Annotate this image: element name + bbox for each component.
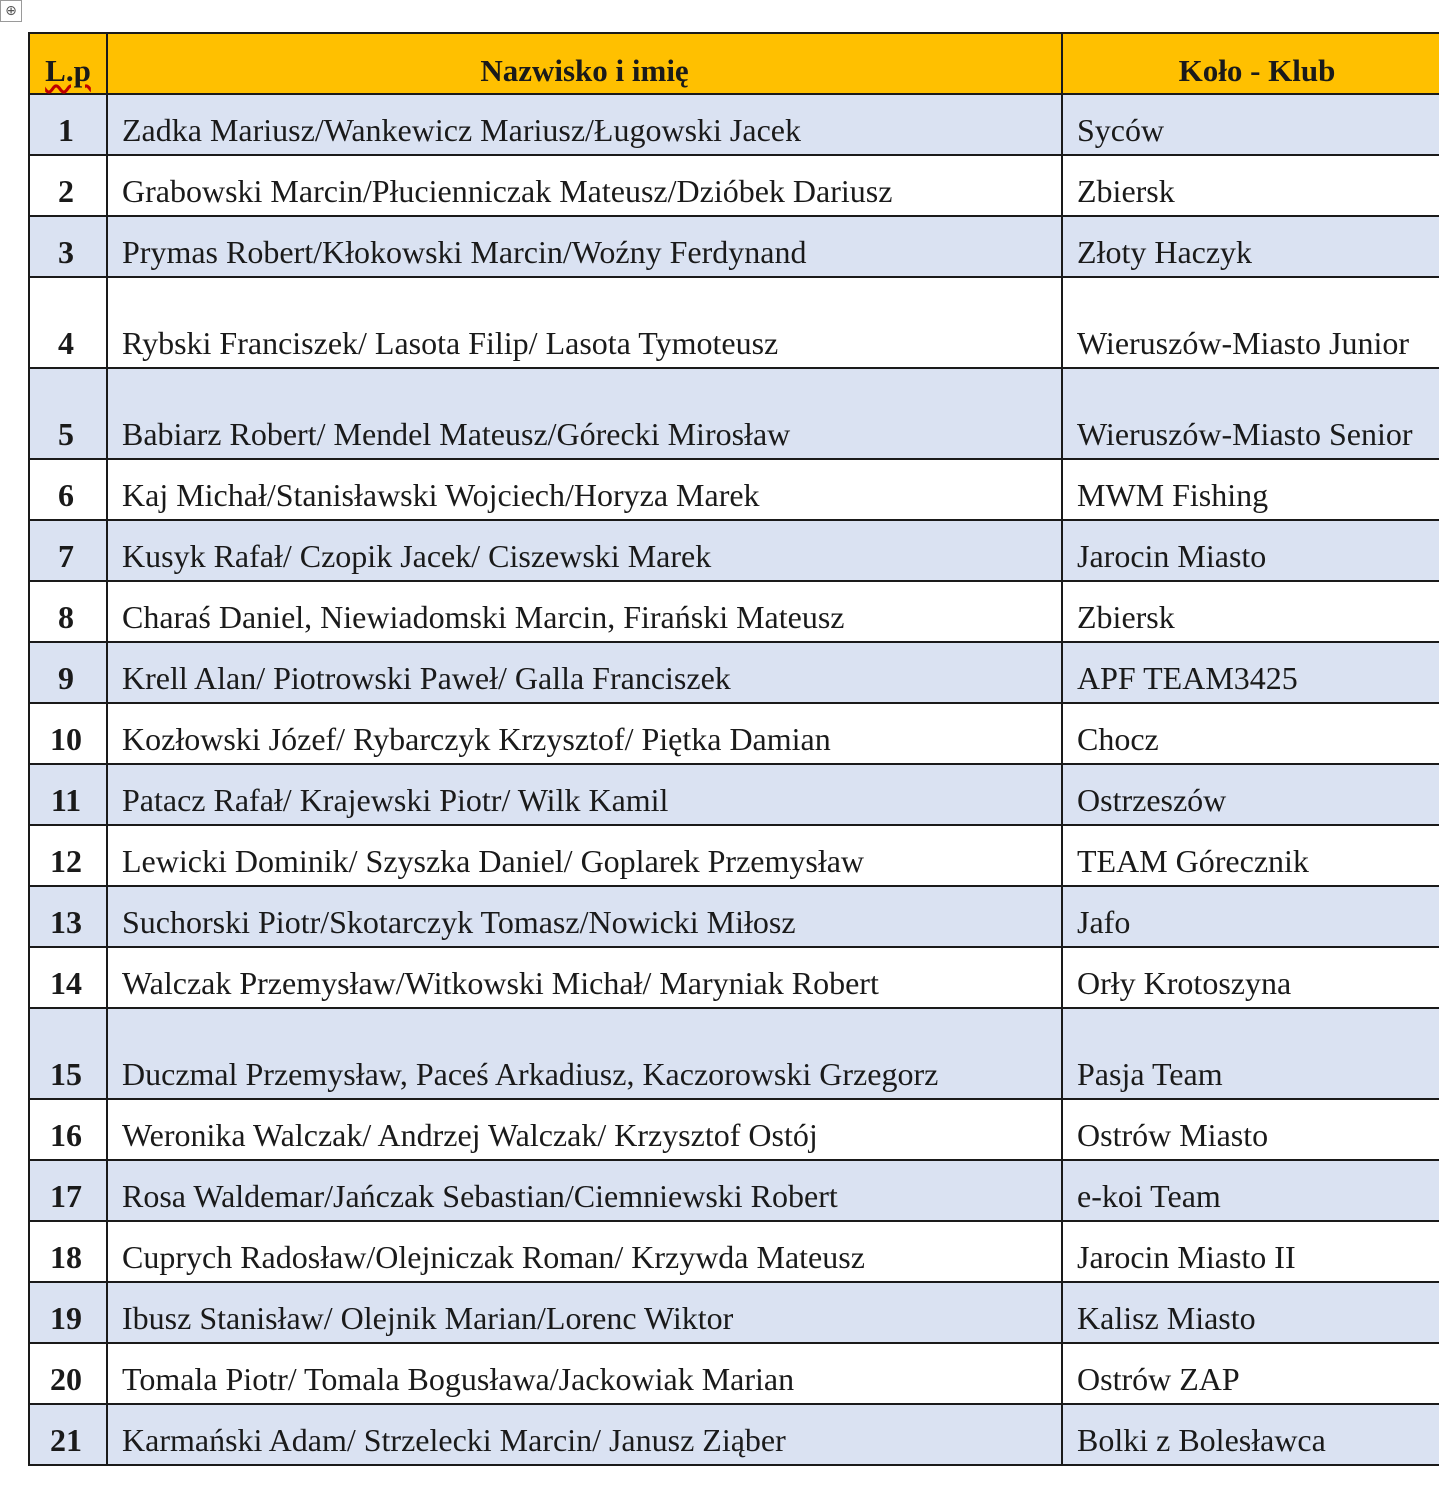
table-row (29, 703, 1439, 764)
row-team-members: Zadka Mariusz/Wankewicz Mariusz/Ługowski Jacek (107, 94, 1062, 155)
row-club: Ostrzeszów (1062, 764, 1439, 825)
row-team-members: Cuprych Radosław/Olejniczak Roman/ Krzywda Mateusz (107, 1221, 1062, 1282)
row-club: Syców (1062, 94, 1439, 155)
header-club: Koło - Klub (1062, 33, 1439, 94)
row-team-members: Tomala Piotr/ Tomala Bogusława/Jackowiak Marian (107, 1343, 1062, 1404)
row-number: 16 (29, 1099, 107, 1160)
row-number: 4 (29, 277, 107, 368)
row-team-members: Rybski Franciszek/ Lasota Filip/ Lasota Tymoteusz (107, 277, 1062, 368)
row-team-members: Grabowski Marcin/Płucienniczak Mateusz/Dzióbek Dariusz (107, 155, 1062, 216)
team-roster-table (28, 32, 1439, 1466)
row-team-members: Patacz Rafał/ Krajewski Piotr/ Wilk Kamil (107, 764, 1062, 825)
row-team-members: Karmański Adam/ Strzelecki Marcin/ Janusz Ziąber (107, 1404, 1062, 1465)
row-number: 19 (29, 1282, 107, 1343)
table-row (29, 825, 1439, 886)
table-row (29, 581, 1439, 642)
table-body (29, 94, 1439, 1465)
table-row (29, 1099, 1439, 1160)
row-club: Jarocin Miasto II (1062, 1221, 1439, 1282)
row-number: 20 (29, 1343, 107, 1404)
table-row (29, 216, 1439, 277)
row-number: 2 (29, 155, 107, 216)
row-team-members: Weronika Walczak/ Andrzej Walczak/ Krzysztof Ostój (107, 1099, 1062, 1160)
table-row (29, 1221, 1439, 1282)
row-team-members: Krell Alan/ Piotrowski Paweł/ Galla Franciszek (107, 642, 1062, 703)
table-row (29, 155, 1439, 216)
header-lp (29, 33, 107, 94)
row-number: 10 (29, 703, 107, 764)
table-row (29, 1404, 1439, 1465)
row-club: Wieruszów-Miasto Junior (1062, 277, 1439, 368)
row-number: 18 (29, 1221, 107, 1282)
row-number: 9 (29, 642, 107, 703)
row-number: 21 (29, 1404, 107, 1465)
row-team-members: Suchorski Piotr/Skotarczyk Tomasz/Nowicki Miłosz (107, 886, 1062, 947)
row-team-members: Kaj Michał/Stanisławski Wojciech/Horyza Marek (107, 459, 1062, 520)
row-team-members: Duczmal Przemysław, Paceś Arkadiusz, Kaczorowski Grzegorz (107, 1008, 1062, 1099)
row-number: 1 (29, 94, 107, 155)
table-row (29, 886, 1439, 947)
row-number: 11 (29, 764, 107, 825)
row-number: 14 (29, 947, 107, 1008)
table-row (29, 94, 1439, 155)
row-team-members: Rosa Waldemar/Jańczak Sebastian/Ciemniewski Robert (107, 1160, 1062, 1221)
table-row (29, 642, 1439, 703)
header-lp-label: L.p (45, 52, 91, 88)
header-name: Nazwisko i imię (107, 33, 1062, 94)
row-team-members: Prymas Robert/Kłokowski Marcin/Woźny Ferdynand (107, 216, 1062, 277)
row-club: Ostrów ZAP (1062, 1343, 1439, 1404)
row-number: 5 (29, 368, 107, 459)
row-number: 12 (29, 825, 107, 886)
table-row (29, 1160, 1439, 1221)
row-club: Zbiersk (1062, 581, 1439, 642)
row-club: Ostrów Miasto (1062, 1099, 1439, 1160)
row-number: 3 (29, 216, 107, 277)
table-row (29, 764, 1439, 825)
row-club: Pasja Team (1062, 1008, 1439, 1099)
row-number: 13 (29, 886, 107, 947)
table-row (29, 947, 1439, 1008)
row-team-members: Babiarz Robert/ Mendel Mateusz/Górecki Mirosław (107, 368, 1062, 459)
row-club: Chocz (1062, 703, 1439, 764)
row-number: 6 (29, 459, 107, 520)
row-club: MWM Fishing (1062, 459, 1439, 520)
table-row (29, 459, 1439, 520)
row-club: Bolki z Bolesławca (1062, 1404, 1439, 1465)
row-team-members: Kozłowski Józef/ Rybarczyk Krzysztof/ Piętka Damian (107, 703, 1062, 764)
row-team-members: Lewicki Dominik/ Szyszka Daniel/ Goplarek Przemysław (107, 825, 1062, 886)
row-club: e-koi Team (1062, 1160, 1439, 1221)
row-club: Orły Krotoszyna (1062, 947, 1439, 1008)
row-number: 17 (29, 1160, 107, 1221)
row-club: APF TEAM3425 (1062, 642, 1439, 703)
row-club: Kalisz Miasto (1062, 1282, 1439, 1343)
row-team-members: Kusyk Rafał/ Czopik Jacek/ Ciszewski Marek (107, 520, 1062, 581)
table-row (29, 520, 1439, 581)
table-header-row (29, 33, 1439, 94)
table-row (29, 1008, 1439, 1099)
table-move-handle-icon[interactable]: ⊕ (0, 0, 22, 22)
table-row (29, 277, 1439, 368)
row-club: Jafo (1062, 886, 1439, 947)
row-team-members: Walczak Przemysław/Witkowski Michał/ Maryniak Robert (107, 947, 1062, 1008)
row-club: Jarocin Miasto (1062, 520, 1439, 581)
row-club: Zbiersk (1062, 155, 1439, 216)
row-number: 7 (29, 520, 107, 581)
table-row (29, 368, 1439, 459)
row-club: Złoty Haczyk (1062, 216, 1439, 277)
table-row (29, 1343, 1439, 1404)
row-team-members: Ibusz Stanisław/ Olejnik Marian/Lorenc Wiktor (107, 1282, 1062, 1343)
row-team-members: Charaś Daniel, Niewiadomski Marcin, Firański Mateusz (107, 581, 1062, 642)
row-number: 15 (29, 1008, 107, 1099)
table-row (29, 1282, 1439, 1343)
row-number: 8 (29, 581, 107, 642)
row-club: TEAM Górecznik (1062, 825, 1439, 886)
row-club: Wieruszów-Miasto Senior (1062, 368, 1439, 459)
